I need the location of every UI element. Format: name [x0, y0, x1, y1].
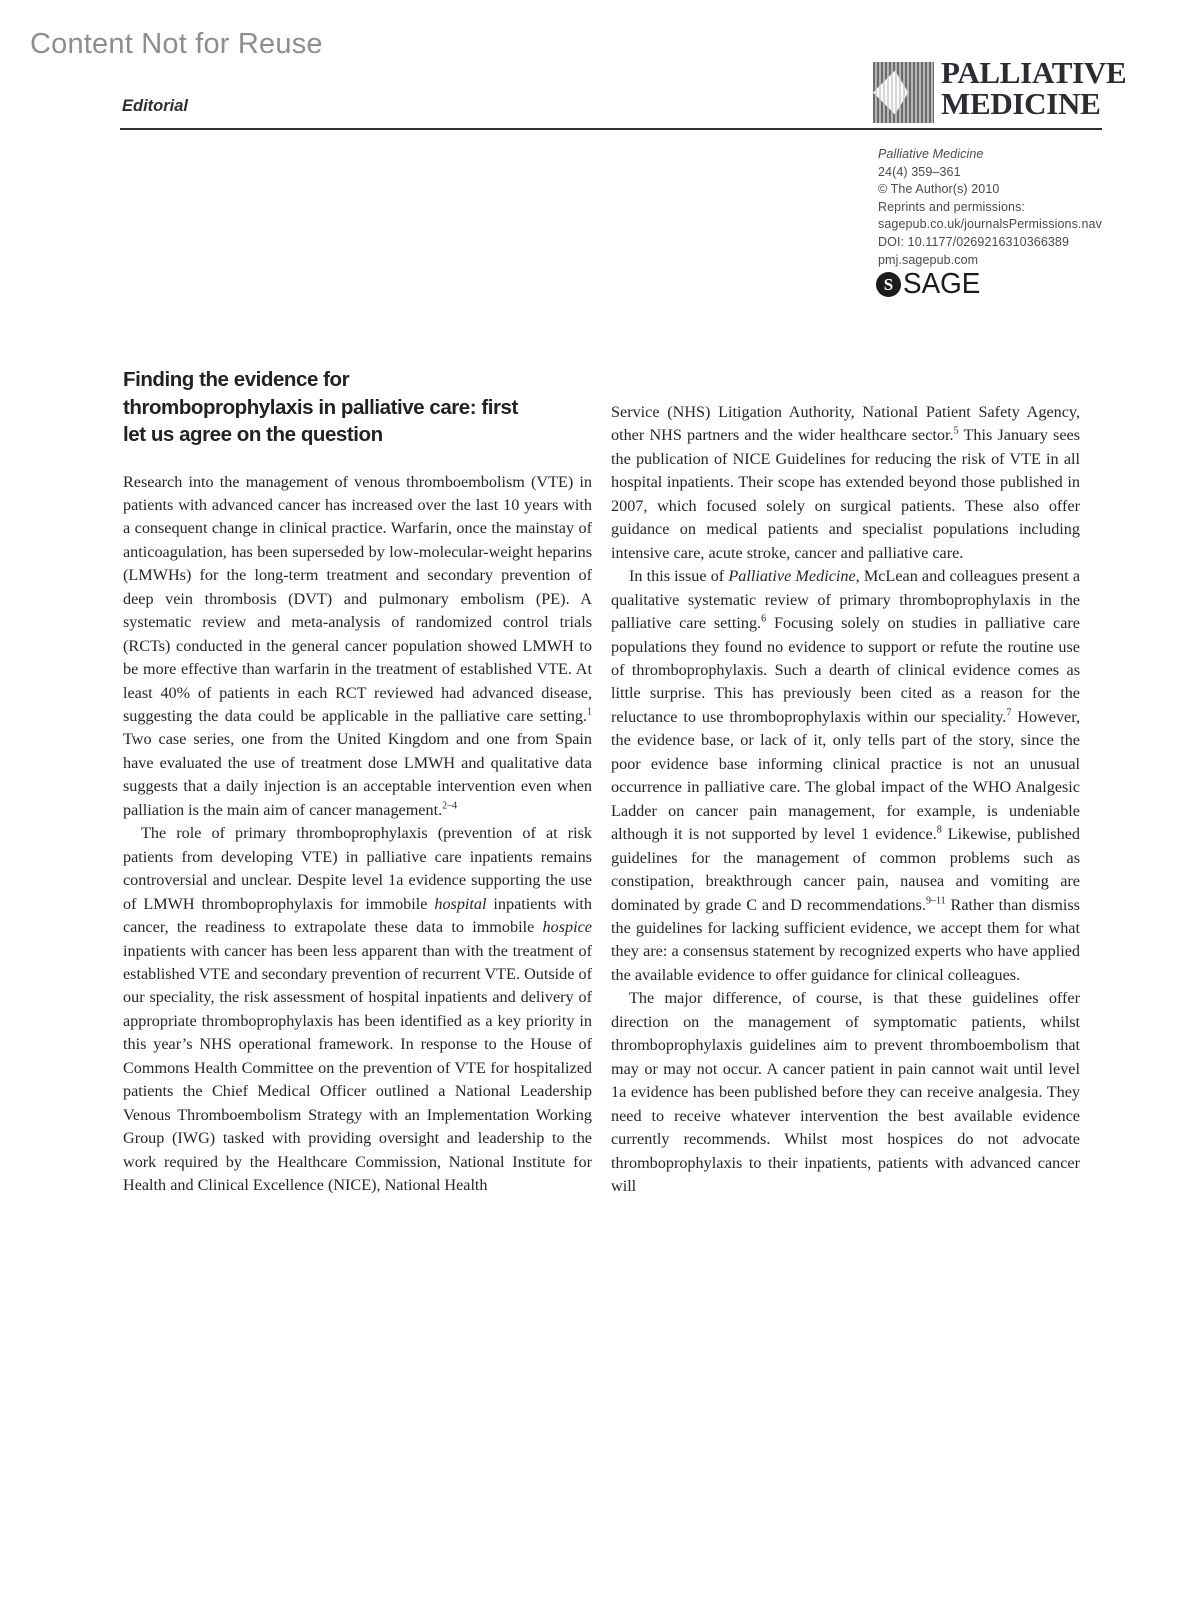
article-title-line2: thromboprophylaxis in palliative care: first	[123, 395, 518, 419]
body-paragraph: The major difference, of course, is that these guidelines offer direction on the management of symptomatic patients, whilst thromboprophylaxis guidelines aim to prevent thromboembolism that may or may not occur. A cancer patient in pain cannot wait until level 1a evidence has been published before they can receive analgesia. They need to receive whatever intervention the best available evidence currently recommends. Whilst most hospices do not advocate thromboprophylaxis to their inpatients, patients with advanced cancer will	[611, 989, 1080, 1195]
citation-reprints-label: Reprints and permissions:	[878, 199, 1026, 214]
sage-publisher-logo	[876, 268, 984, 301]
citation-doi: DOI: 10.1177/0269216310366389	[878, 234, 1070, 249]
palliative-medicine-logo-icon	[873, 62, 934, 123]
citation-permissions-url: sagepub.co.uk/journalsPermissions.nav	[878, 217, 1102, 232]
sage-s-icon: S	[876, 272, 901, 297]
citation-journal-name: Palliative Medicine	[878, 147, 984, 161]
article-title-line3: let us agree on the question	[123, 423, 383, 446]
journal-wordmark	[941, 57, 1126, 119]
journal-wordmark-line2: MEDICINE	[941, 86, 1101, 121]
body-paragraph: The role of primary thromboprophylaxis (prevention of at risk patients from developing VTE) in palliative care inpatients remains controversial and unclear. Despite level 1a evidence supporting the use of LMWH thromboprophylaxis for immobile hospital inpatients with cancer, the readiness to extrapolate these data to immobile hospice inpatients with cancer has been less apparent than with the treatment of established VTE and secondary prevention of recurrent VTE. Outside of our speciality, the risk assessment of hospital inpatients and delivery of appropriate thromboprophylaxis has been identified as a key priority in this year’s NHS operational framework. In response to the House of Commons Health Committee on the prevention of VTE for hospitalized patients the Chief Medical Officer outlined a National Leadership Venous Thromboembolism Strategy with an Implementation Working Group (IWG) tasked with providing oversight and leadership to the work required by the Healthcare Commission, National Institute for Health and Clinical Excellence (NICE), National Health	[123, 824, 592, 1195]
journal-wordmark-line1: PALLIATIVE	[941, 55, 1127, 90]
body-paragraph: In this issue of Palliative Medicine, McLean and colleagues present a qualitative systematic review of primary thromboprophylaxis in the palliative care setting.$^6$ Focusing solely on studies in palliative care populations they found no evidence to support or refute the routine use of thromboprophylaxis. Such a dearth of clinical evidence comes as little surprise. This has previously been cited as a reason for the reluctance to use thromboprophylaxis within our speciality.$^7$ However, the evidence base, or lack of it, only tells part of the story, since the poor evidence base informing clinical practice is not an unusual occurrence in palliative care. The global impact of the WHO Analgesic Ladder on cancer pain management, for example, is undeniable although it is not supported by level 1 evidence.$^8$ Likewise, published guidelines for the management of common problems such as constipation, breakthrough cancer pain, nausea and vomiting are dominated by grade C and D recommendations.$^{9-11}$ Rather than dismiss the guidelines for lacking sufficient evidence, we accept them for what they are: a consensus statement by recognized experts who have applied the available evidence to offer guidance for clinical colleagues.	[611, 567, 1081, 984]
article-title-line1: Finding the evidence for	[123, 368, 350, 391]
citation-copyright: © The Author(s) 2010	[878, 182, 1000, 197]
left-column	[123, 366, 592, 1198]
right-column	[611, 401, 1080, 1198]
citation-block	[878, 146, 1102, 269]
body-paragraph: Service (NHS) Litigation Authority, National Patient Safety Agency, other NHS partners and the wider healthcare sector.$^5$ This January sees the publication of NICE Guidelines for reducing the risk of VTE in all hospital inpatients. Their scope has extended beyond those published in 2007, which focused solely on surgical patients. These also offer guidance on medical patients and specialist populations including intensive care, acute stroke, cancer and palliative care.	[611, 403, 1081, 562]
citation-volume-pages: 24(4) 359–361	[878, 164, 961, 179]
body-paragraph: Research into the management of venous thromboembolism (VTE) in patients with advanced cancer has increased over the last 10 years with a consequent change in clinical practice. Warfarin, once the mainstay of anticoagulation, has been superseded by low-molecular-weight heparins (LMWHs) for the long-term treatment and secondary prevention of deep vein thrombosis (DVT) and pulmonary embolism (PE). A systematic review and meta-analysis of randomized control trials (RCTs) conducted in the general cancer population showed LMWH to be more effective than warfarin in the treatment of established VTE. At least 40% of patients in each RCT reviewed had advanced disease, suggesting the data could be applicable in the palliative care setting.$^1$ Two case series, one from the United Kingdom and one from Spain have evaluated the use of treatment dose LMWH and qualitative data suggests that a daily injection is an acceptable intervention even when palliation is the main aim of cancer management.$^{2-4}$	[123, 472, 592, 819]
header-rule	[120, 128, 1102, 130]
citation-journal-url: pmj.sagepub.com	[878, 252, 979, 267]
sage-wordmark: SAGE	[903, 268, 981, 300]
section-label-editorial: Editorial	[122, 97, 189, 115]
content-not-for-reuse-watermark: Content Not for Reuse	[30, 28, 323, 60]
article-title	[123, 366, 592, 449]
